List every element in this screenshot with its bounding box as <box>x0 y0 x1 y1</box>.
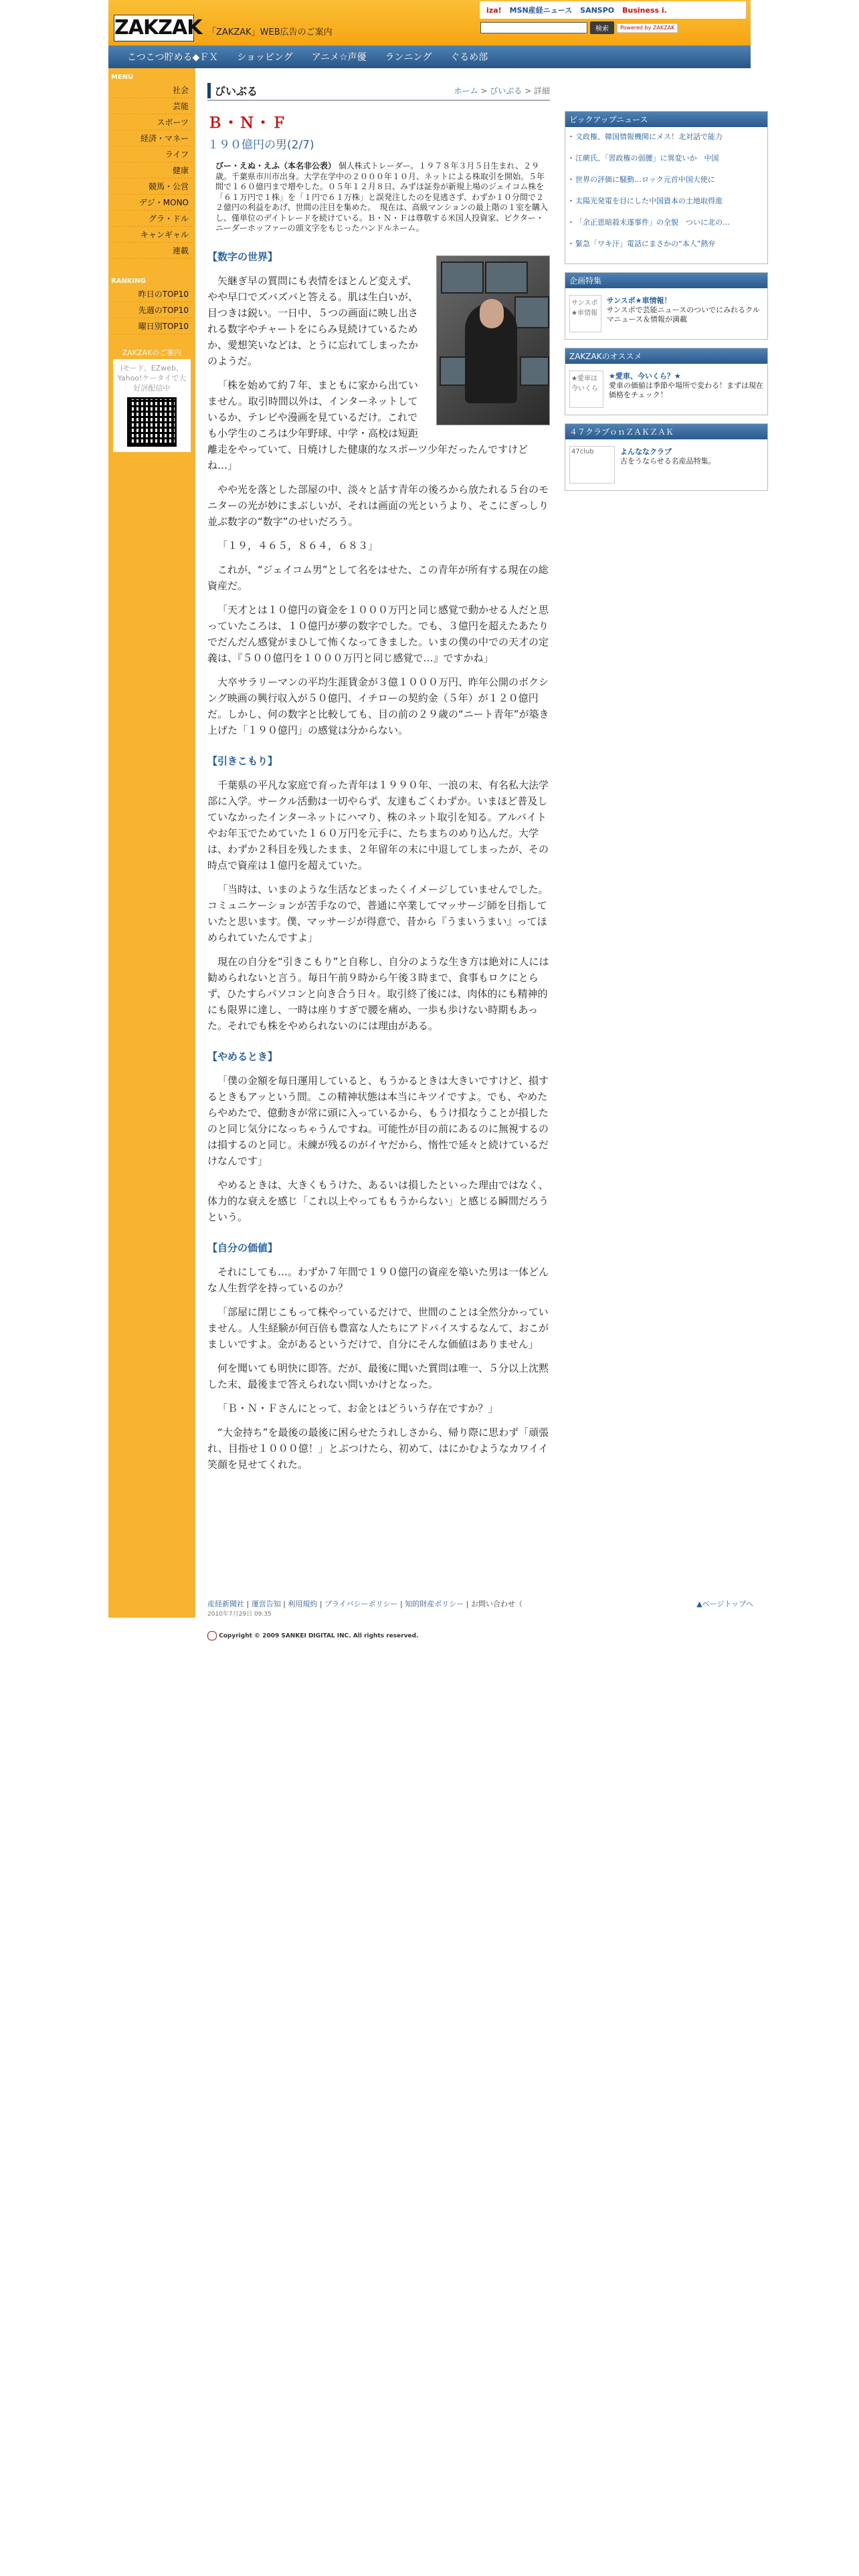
article-paragraph: やめるときは、大きくもうけた、あるいは損したといった理由ではなく、体力的な衰えを感じ「これ以上やってももうからない」と感じる瞬間だろうという。 <box>207 1178 549 1223</box>
partner-business-link[interactable]: Business i. <box>622 5 667 15</box>
article-paragraph: 「当時は、いまのような生活などまったくイメージしていませんでした。コミュニケーションが苦手なので、普通に卒業してマッサージ師を目指していたと思います。僕、マッサージが得意で、昔から『うまいうまい』ってほめられていたんですよ」 <box>207 883 549 944</box>
sankei-logo-icon <box>207 1631 217 1640</box>
sidebar-item-life[interactable]: ライフ <box>111 146 193 163</box>
osusume-text: 愛車の価値は季節や場所で変わる！まずは現在価格をチェック！ <box>608 381 763 399</box>
article-paragraph: これが、“ジェイコム男”として名をはせた、この青年が所有する現在の総資産だ。 <box>207 563 549 592</box>
pickup-news-box <box>565 111 768 264</box>
section-header <box>207 83 550 101</box>
menu-heading: MENU <box>111 74 134 81</box>
mobile-guide-box[interactable] <box>111 344 193 454</box>
page-top-label: ページトップへ <box>702 1600 753 1608</box>
profile-name: びー・えぬ・えふ（本名非公表） <box>215 161 337 171</box>
zakzak-logo[interactable]: ZAKZAK <box>114 15 194 41</box>
footer-link-terms[interactable]: 利用規約 <box>288 1600 318 1608</box>
footer-link-ip-policy[interactable]: 知的財産ポリシー <box>405 1600 464 1608</box>
article-paragraph: “大金持ち”を最後の最後に困らせたうれしさから、帰り際に思わず「頑張れ、目指せ１０００億！」とぶつけたら、初めて、はにかむようなカワイイ笑顔を見せてくれた。 <box>207 1426 549 1471</box>
site-header <box>108 0 751 45</box>
article-paragraph: 千葉県の平凡な家庭で育った青年は１９９０年、一浪の末、有名私大法学部に入学。サークル活動は一切やらず、友達もごくわずか。いまほど普及していなかったインターネットにハマり、株のネット取引を知る。アルバイトやお年玉でためていた１６０万円を元手に、たちまちのめり込んだ。大学は、わずか２科目を残したまま、２年留年の末に中退してしまったが、その時点で資産は１億円を超えていた。 <box>207 778 549 871</box>
article-paragraph: 大卒サラリーマンの平均生涯賃金が３億１０００万円、昨年公開のボクシング映画の興行収入が５０億円、イチローの契約金（５年）が１２０億円だ。しかし、何の数字と比較しても、目の前の２９歳の“ニート青年”が築き上げた「１９０億円」の感覚は分からない。 <box>207 675 549 736</box>
footer-contact[interactable]: お問い合わせ（ <box>470 1600 522 1608</box>
article-main <box>207 83 550 1481</box>
sidebar-item-keiba[interactable]: 競馬・公営 <box>111 179 193 195</box>
powered-by-badge: Powered by ZAKZAK <box>617 23 678 33</box>
profile-body: 個人株式トレーダー。１９７８年３月５日生まれ、２９歳。千葉県市川市出身。大学在学中の２０００年１０月、ネットによる株取引を開始。５年間で１６０億円まで増やした。０５年１２月８日、みずほ証券が新規上場のジェイコム株を「６１万円で１株」を「１円で６１万株」と誤発注したのを見逃さず、わずか１０分間で２２億円の利益をあげ、世間の注目を集めた。 現在は、高級マンションの最上階の１室を購入し、僅単位のデイトレードを続けている。Ｂ・Ｎ・Ｆは尊敬する米国人投資家、ピクター・ニーダーホッファーの頭文字をもじったハンドルネーム。 <box>215 161 548 233</box>
copyright <box>207 1631 753 1640</box>
sidebar-item-lastweek-top10[interactable]: 先週のTOP10 <box>111 302 193 318</box>
club-box <box>565 423 768 491</box>
sidebar-item-weekday-top10[interactable]: 曜日別TOP10 <box>111 318 193 334</box>
article-heading: 【やめるとき】 <box>207 1050 278 1063</box>
sidebar-item-economy[interactable]: 経済・マネー <box>111 130 193 146</box>
pickup-news-link[interactable]: ・ 太陽光発電を目にした中国資本の土地取得進 <box>569 195 763 217</box>
pickup-news-link[interactable]: ・ 江蕨氏、「習政権の弱腰」に異変いか 中国 <box>569 152 763 174</box>
search-form <box>480 21 678 34</box>
nav-item-running[interactable]: ランニング <box>385 52 432 63</box>
article-heading: 【引きこもり】 <box>207 754 278 767</box>
sidebar-item-gradol[interactable]: グラ・ドル <box>111 211 193 227</box>
left-sidebar <box>108 68 195 1618</box>
section-title: びいぶる <box>207 83 258 98</box>
footer-link-operation[interactable]: 運営告知 <box>251 1600 281 1608</box>
mobile-guide-title: ZAKZAKのご案内 <box>113 346 191 359</box>
kikaku-image[interactable]: サンスポ★車情報 <box>569 295 601 332</box>
article-paragraph: 「Ｂ・Ｎ・Ｆさんにとって、お金とはどういう存在ですか？」 <box>217 1402 498 1414</box>
kikaku-text: サンスポで芸能ニュースのついでにみれるクルマニュース＆情報が満載 <box>606 306 760 324</box>
article-paragraph: 「株を始めて約７年、まともに家から出ていません。取引時間以外は、インターネットしているか、テレビや漫画を見ているだけ。これでも小学生のころは少年野球、中学・高校は短距離走をやっていて、日焼けした健康的なスポーツ少年だったんですけどね…」 <box>207 379 529 471</box>
osusume-heading: ZAKZAKのオススメ <box>565 348 767 364</box>
pickup-news-link[interactable]: ・ 「余正恩暗殺未遂事件」の全貌 ついに北の… <box>569 217 763 238</box>
article-paragraph: 「僕の金額を毎日運用していると、もうかるときは大きいですけど、損するときもアッという間。この精神状態は本当にキツイですよ。でも、やめたらやめたで、億動きが常に頭に入っているから、もうけ損なうことが損したのと同じ気分になっちゃうんですね。可能性が目の前にあるのに無視するのは損するのと同じ。未練が残るのがイヤだから、惰性で延々と続けているだけなんです」 <box>207 1074 549 1167</box>
article-paragraph: 矢継ぎ早の質問にも表情をほとんど変えず、やや早口でズバズバと答える。肌は生白いが、目つきは鋭い。一日中、５つの画面に映し出される数字やチャートをにらみ見続けているためか、愛想笑いなどは、とうに忘れてしまったかのようだ。 <box>207 274 419 367</box>
trader-photo <box>436 255 550 425</box>
pickup-news-link[interactable]: ・ 世界の評価に騒動…ロック元首中国大使に <box>569 174 763 195</box>
ranking-heading: RANKING <box>111 278 146 285</box>
breadcrumb-current: 詳細 <box>533 86 550 96</box>
sidebar-item-society[interactable]: 社会 <box>111 82 193 98</box>
partner-links <box>480 1 746 19</box>
club-heading: ４７クラブｏｎＺＡＫＺＡＫ <box>565 424 767 439</box>
nav-item-fx[interactable]: こつこつ貯める◆ＦＸ <box>127 52 219 63</box>
club-text: 古をうならせる名産品特集。 <box>620 457 716 465</box>
sidebar-item-digimono[interactable]: デジ・MONO <box>111 195 193 211</box>
osusume-title[interactable]: ★愛車、今いくら？★ <box>608 372 681 381</box>
article-paragraph: それにしても…。わずか７年間で１９０億円の資産を築いた男は一体どんな人生哲学を持っているのか？ <box>207 1265 549 1294</box>
breadcrumb: ホーム > びいぶる > 詳細 <box>454 86 550 96</box>
ad-guide-link[interactable]: 「ZAKZAK」WEB広告のご案内 <box>207 27 332 37</box>
footer-links: 産経新聞社 | 運営告知 | 利用規約 | プライバシーポリシー | 知的財産ポリシー | お問い合わせ（ <box>207 1600 522 1608</box>
sidebar-item-health[interactable]: 健康 <box>111 163 193 179</box>
sidebar-item-yesterday-top10[interactable]: 昨日のTOP10 <box>111 286 193 302</box>
qr-code-icon <box>127 397 177 447</box>
nav-item-shopping[interactable]: ショッピング <box>237 52 293 63</box>
nav-item-gourmet[interactable]: ぐるめ部 <box>450 52 488 63</box>
breadcrumb-section[interactable]: びいぶる <box>490 86 522 96</box>
article-paragraph: 現在の自分を“引きこもり”と自称し、自分のような生き方は絶対に人には勧められないと言う。毎日午前９時から午後３時まで、食事もロクにとらず、ひたすらパソコンと向き合う日々。取引終了後には、肉体的にも精神的にも限界に達し、一時は座りすぎで腰を痛め、一歩も歩けない時期もあった。それでも株をやめられないのには理由がある。 <box>207 955 549 1032</box>
sidebar-item-campaign-girl[interactable]: キャンギャル <box>111 227 193 243</box>
footer-timestamp: 2010年7月29日 09:35 <box>207 1611 272 1618</box>
article-paragraph: 「天才とは１０億円の資金を１０００万円と同じ感覚で動かせる人だと思っていたころは、１０億円が夢の数字でした。でも、３億円を超えたあたりでだんだん感覚がまひして怖くなってきました。いまの僕の中での天才の定義は、『５００億円を１０００万円と同じ感覚で…』ですかね」 <box>207 603 549 664</box>
up-arrow-icon: ▲ <box>696 1600 702 1608</box>
site-footer <box>207 1598 753 1640</box>
pickup-news-link[interactable]: ・ 緊急「ワキ汗」電話にまさかの“本人”熱弁 <box>569 238 763 259</box>
article-heading: 【数字の世界】 <box>207 250 278 263</box>
mobile-guide-text: iモード、EZweb、Yahoo!ケータイで大好評配信中 <box>117 364 187 393</box>
article-paragraph: 「部屋に閉じこもって株やっているだけで、世間のことは全然分かっていません。人生経験が何百倍も豊富な人たちにアドバイスするなんて、おこがましいですよ。金があるというだけで、自分にそんな価値はありません」 <box>207 1305 549 1350</box>
kikaku-heading: 企画特集 <box>565 273 767 288</box>
breadcrumb-home[interactable]: ホーム <box>454 86 478 96</box>
right-column <box>565 111 768 499</box>
article-title: Ｂ・Ｎ・Ｆ <box>207 115 288 132</box>
article-paragraph: 何を聞いても明快に即答。だが、最後に聞いた質問は唯一、５分以上沈黙した末、最後まで答えられない問いかけとなった。 <box>207 1362 549 1390</box>
article-subtitle: １９０億円の男(2/7) <box>207 138 314 152</box>
nav-item-anime[interactable]: アニメ☆声優 <box>311 52 367 63</box>
sidebar-item-entertainment[interactable]: 芸能 <box>111 98 193 114</box>
copyright-text: Copyright © 2009 SANKEI DIGITAL INC. All rights reserved. <box>219 1632 419 1640</box>
sidebar-item-series[interactable]: 連載 <box>111 243 193 259</box>
club-title[interactable]: よんななクラブ <box>620 447 672 456</box>
osusume-image[interactable]: ★愛車は今いくら <box>569 370 603 408</box>
kikaku-title[interactable]: サンスポ★車情報！ <box>606 296 672 305</box>
profile-text <box>215 161 550 234</box>
global-nav <box>108 45 751 68</box>
article-paragraph: やや光を落とした部屋の中、淡々と話す青年の後ろから放たれる５台のモニターの光が妙にまぶしいが、それは画面の光というより、そこにぎっしり並ぶ数字の“数字”のせいだろう。 <box>207 483 549 528</box>
partner-iza-link[interactable]: iza! <box>486 5 502 15</box>
article-paragraph: 「１９，４６５，８６４，６８３」 <box>217 539 379 552</box>
page-top-link[interactable] <box>696 1598 753 1609</box>
club-image[interactable]: 47club <box>569 446 615 484</box>
sidebar-item-sports[interactable]: スポーツ <box>111 114 193 130</box>
partner-sanspo-link[interactable]: SANSPO <box>580 5 615 15</box>
footer-link-privacy[interactable]: プライバシーポリシー <box>324 1600 398 1608</box>
kikaku-box <box>565 272 768 340</box>
article-heading: 【自分の価値】 <box>207 1241 278 1254</box>
pickup-news-link[interactable]: ・ 文政権、韓国情報機関にメス！北対話で能力 <box>569 131 763 152</box>
pickup-news-heading: ピックアップニュース <box>565 112 767 127</box>
search-input[interactable] <box>480 22 587 33</box>
article-body <box>207 249 550 1473</box>
footer-link-sankei[interactable]: 産経新聞社 <box>207 1600 244 1608</box>
osusume-box <box>565 348 768 415</box>
search-button[interactable]: 検索 <box>590 21 614 34</box>
partner-msn-link[interactable]: MSN産経ニュース <box>509 6 573 15</box>
